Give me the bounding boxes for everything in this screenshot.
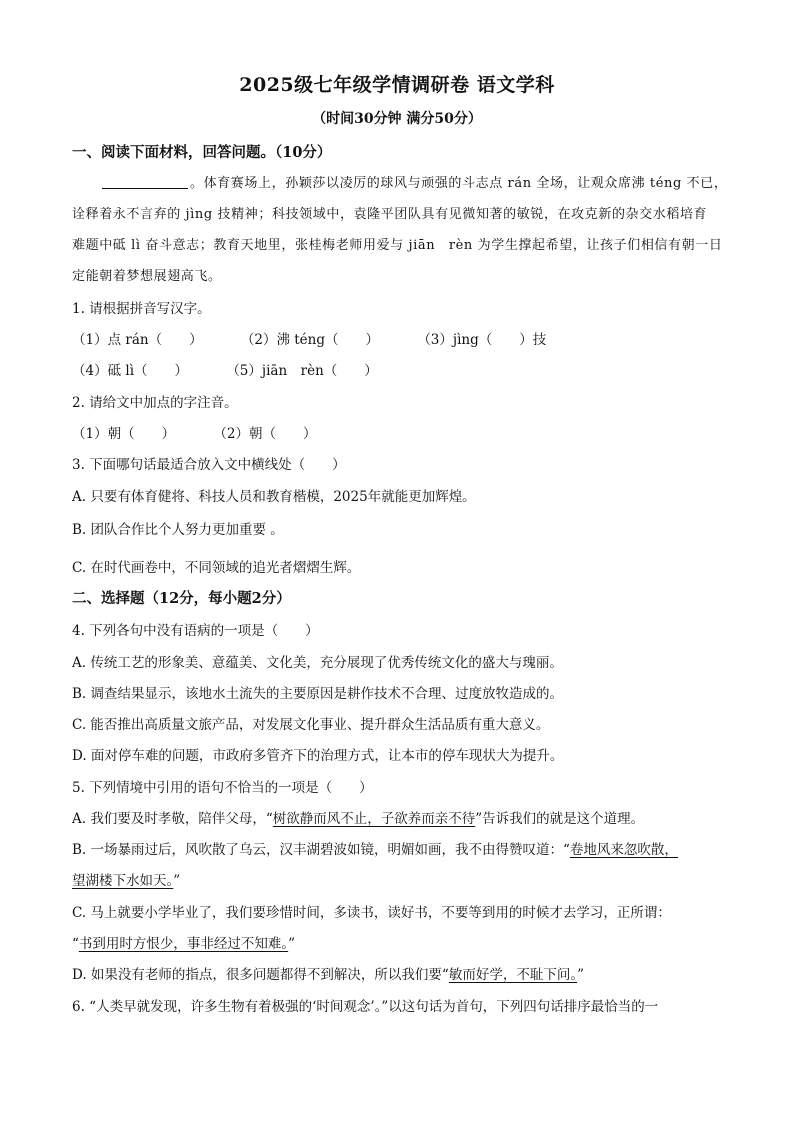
question-5-option-b-cont: 望湖楼下水如天。” bbox=[72, 873, 181, 889]
q1-item-5: （5）jiān rèn（ ） bbox=[226, 363, 378, 379]
passage-line-1: 。体育赛场上，孙颖莎以凌厉的球风与顽强的斗志点 rán 全场，让观众席沸 téng 不已， bbox=[102, 172, 762, 191]
question-4-option-b: B. 调查结果显示，该地水土流失的主要原因是耕作技术不合理、过度放牧造成的。 bbox=[72, 686, 564, 702]
question-5-option-a: A. 我们要及时孝敬，陪伴父母，“树欲静而风不止，子欲养而亲不待”告诉我们的就是这个道理。 bbox=[72, 811, 645, 827]
q1-item-2: （2）沸 téng（ ） bbox=[240, 332, 380, 348]
question-4-option-c: C. 能否推出高质量文旅产品，对发展文化事业、提升群众生活品质有重大意义。 bbox=[72, 717, 550, 733]
q2-item-2: （2）朝（ ） bbox=[213, 426, 317, 442]
section1-heading: 一、阅读下面材料，回答问题。（10分） bbox=[72, 144, 332, 161]
question-3-option-a: A. 只要有体育健将、科技人员和教育楷模，2025年就能更加辉煌。 bbox=[72, 489, 476, 505]
question-5-option-d: D. 如果没有老师的指点，很多问题都得不到解决，所以我们要“敏而好学，不耻下问。” bbox=[72, 967, 584, 983]
q1-item-3: （3）jìng（ ）技 bbox=[417, 332, 547, 348]
q2-item-1: （1）朝（ ） bbox=[72, 426, 176, 442]
question-2: 2. 请给文中加点的字注音。 bbox=[72, 395, 238, 411]
quote-b-part-1: 卷地风来忽吹散， bbox=[569, 842, 678, 858]
quote-b-part-2: 望湖楼下水如天。 bbox=[72, 873, 174, 889]
question-3-option-c: C. 在时代画卷中，不同领域的追光者熠熠生辉。 bbox=[72, 560, 361, 576]
passage-line-4: 定能朝着梦想展翅高飞。 bbox=[72, 269, 222, 284]
quote-a: 树欲静而风不止，子欲养而亲不待 bbox=[272, 811, 476, 827]
question-4-option-a: A. 传统工艺的形象美、意蕴美、文化美，充分展现了优秀传统文化的盛大与瑰丽。 bbox=[72, 655, 563, 671]
q1-item-4: （4）砥 lì（ ） bbox=[72, 363, 189, 379]
question-1-row-1 bbox=[72, 328, 732, 348]
question-2-row bbox=[72, 422, 732, 442]
section2-heading: 二、选择题（12分，每小题2分） bbox=[72, 590, 291, 607]
quote-d: 敏而好学，不耻下问。 bbox=[448, 967, 578, 983]
passage-line-2: 诠释着永不言弃的 jìng 技精神；科技领域中，袁隆平团队具有见微知著的敏锐，在攻克新的杂交水稻培育 bbox=[72, 207, 708, 222]
q1-item-1: （1）点 rán（ ） bbox=[72, 332, 203, 348]
question-5-option-b: B. 一场暴雨过后，风吹散了乌云，汉丰湖碧波如镜，明媚如画，我不由得赞叹道：“卷地风来忽吹散， bbox=[72, 842, 678, 858]
question-6: 6. “人类早就发现，许多生物有着极强的‘时间观念’。”以这句话为首句，下列四句话排序最恰当的一 bbox=[72, 999, 659, 1015]
quote-c: 书到用时方恨少，事非经过不知难。 bbox=[78, 936, 289, 952]
question-3: 3. 下面哪句话最适合放入文中横线处（ ） bbox=[72, 457, 346, 473]
question-4-option-d: D. 面对停车难的问题，市政府多管齐下的治理方式，让本市的停车现状大为提升。 bbox=[72, 748, 564, 764]
exam-title: 2025级七年级学情调研卷 语文学科 bbox=[239, 74, 555, 96]
question-1: 1. 请根据拼音写汉字。 bbox=[72, 301, 211, 317]
question-5: 5. 下列情境中引用的语句不恰当的一项是（ ） bbox=[72, 780, 373, 796]
question-4: 4. 下列各句中没有语病的一项是（ ） bbox=[72, 623, 319, 639]
question-5-option-c: C. 马上就要小学毕业了，我们要珍惜时间，多读书，读好书，不要等到用的时候才去学习，正所谓： bbox=[72, 905, 671, 921]
answer-blank[interactable] bbox=[102, 174, 188, 189]
exam-subtitle: （时间30分钟 满分50分） bbox=[312, 111, 482, 127]
question-3-option-b: B. 团队合作比个人努力更加重要 。 bbox=[72, 522, 284, 538]
question-5-option-c-cont: “书到用时方恨少，事非经过不知难。” bbox=[72, 936, 296, 952]
passage-line-3: 难题中砥 lì 奋斗意志；教育天地里，张桂梅老师用爱与 jiān rèn 为学生撑起希望，让孩子们相信有朝一日 bbox=[72, 238, 723, 253]
question-1-row-2 bbox=[72, 359, 732, 379]
